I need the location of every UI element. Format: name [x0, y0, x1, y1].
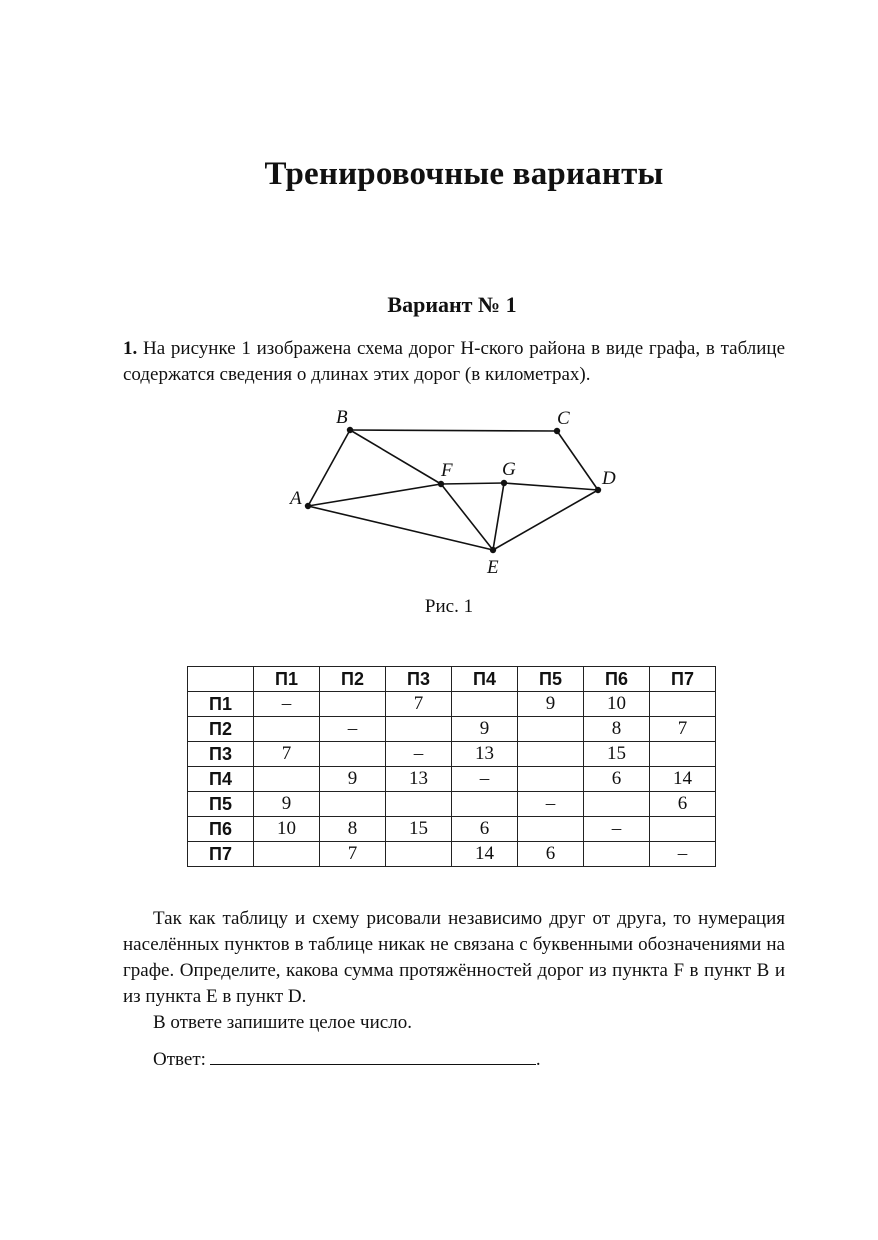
table-cell: – — [320, 717, 386, 742]
table-row — [188, 842, 716, 867]
graph-edge-GD — [504, 483, 598, 490]
table-cell: 6 — [452, 817, 518, 842]
table-cell: 14 — [650, 767, 716, 792]
table-row — [188, 767, 716, 792]
graph-edge-FG — [441, 483, 504, 484]
table-cell — [584, 842, 650, 867]
task-number: 1. — [123, 338, 138, 359]
table-cell: 7 — [254, 742, 320, 767]
table-cell: 6 — [584, 767, 650, 792]
table-cell — [650, 742, 716, 767]
table-cell: 9 — [320, 767, 386, 792]
table-cell: 6 — [518, 842, 584, 867]
table-cell: – — [650, 842, 716, 867]
row-header: П6 — [188, 817, 254, 842]
table-cell: 15 — [584, 742, 650, 767]
graph-node-label-A: A — [290, 488, 302, 509]
table-cell: 9 — [254, 792, 320, 817]
table-row — [188, 817, 716, 842]
graph-edge-AE — [308, 506, 493, 550]
column-header: П5 — [518, 667, 584, 692]
table-cell: – — [386, 742, 452, 767]
answer-row — [153, 1046, 541, 1073]
table-cell: 9 — [518, 692, 584, 717]
table-row — [188, 717, 716, 742]
table-cell: 13 — [386, 767, 452, 792]
graph-node-label-D: D — [602, 468, 616, 489]
table-cell: 10 — [584, 692, 650, 717]
table-cell: 7 — [650, 717, 716, 742]
table-cell: 8 — [320, 817, 386, 842]
table-cell — [650, 692, 716, 717]
graph-node-label-E: E — [487, 557, 499, 578]
graph-edge-GE — [493, 483, 504, 550]
answer-label: Ответ: — [153, 1049, 206, 1070]
row-header: П4 — [188, 767, 254, 792]
task-intro: На рисунке 1 изображена схема дорог Н-ского района в виде графа, в таблице содержатся сведения о длинах этих дорог (в километрах). — [123, 338, 786, 385]
table-cell: 7 — [386, 692, 452, 717]
graph-node-B — [347, 427, 353, 433]
table-cell: 14 — [452, 842, 518, 867]
column-header: П7 — [650, 667, 716, 692]
table-body — [188, 692, 716, 867]
graph-node-label-C: C — [557, 408, 570, 429]
table-cell — [518, 767, 584, 792]
table-cell — [518, 717, 584, 742]
page-title: Тренировочные варианты — [264, 156, 664, 192]
column-header: П4 — [452, 667, 518, 692]
answer-end: . — [535, 1049, 541, 1070]
table-cell — [320, 692, 386, 717]
table-cell — [584, 792, 650, 817]
column-header: П6 — [584, 667, 650, 692]
row-header: П3 — [188, 742, 254, 767]
table-cell: 13 — [452, 742, 518, 767]
table-cell: 6 — [650, 792, 716, 817]
table-cell — [452, 792, 518, 817]
column-header: П3 — [386, 667, 452, 692]
figure-caption: Рис. 1 — [424, 596, 474, 617]
graph-node-label-G: G — [502, 459, 516, 480]
table-cell — [650, 817, 716, 842]
table-cell — [254, 842, 320, 867]
table-cell: – — [518, 792, 584, 817]
table-cell: – — [452, 767, 518, 792]
graph-edge-CD — [557, 431, 598, 490]
table-cell: – — [254, 692, 320, 717]
table-cell — [452, 692, 518, 717]
row-header: П2 — [188, 717, 254, 742]
column-header: П1 — [254, 667, 320, 692]
table-cell — [254, 767, 320, 792]
table-cell: – — [584, 817, 650, 842]
graph-node-D — [595, 487, 601, 493]
column-header: П2 — [320, 667, 386, 692]
table-row — [188, 742, 716, 767]
graph-edge-DE — [493, 490, 598, 550]
graph-edge-AB — [308, 430, 350, 506]
table-row — [188, 692, 716, 717]
table-cell: 10 — [254, 817, 320, 842]
row-header: П1 — [188, 692, 254, 717]
graph-node-E — [490, 547, 496, 553]
graph-nodes — [288, 407, 616, 578]
table-row — [188, 792, 716, 817]
row-header: П5 — [188, 792, 254, 817]
task-paragraph: Так как таблицу и схему рисовали независимо друг от друга, то нумерация населённых пунктов в таблице никак не связана с буквенными обозначениями на графе. Определите, какова сумма протяжённостей дорог из пункта F в пункт B и из пункта E в пункт D. — [123, 908, 785, 1007]
table-cell: 9 — [452, 717, 518, 742]
graph-node-G — [501, 480, 507, 486]
table-cell — [518, 817, 584, 842]
road-graph — [280, 400, 620, 590]
variant-title: Вариант № 1 — [387, 292, 517, 317]
answer-instruction: В ответе запишите целое число. — [153, 1012, 412, 1033]
answer-blank[interactable] — [210, 1046, 536, 1065]
table-cell — [320, 742, 386, 767]
table-cell: 7 — [320, 842, 386, 867]
table-cell — [320, 792, 386, 817]
table-cell: 15 — [386, 817, 452, 842]
distance-table — [187, 666, 716, 867]
graph-node-F — [438, 481, 444, 487]
table-cell — [518, 742, 584, 767]
graph-edge-BC — [350, 430, 557, 431]
table-cell — [386, 717, 452, 742]
table-cell — [254, 717, 320, 742]
task-statement — [123, 336, 785, 388]
table-corner-cell — [188, 667, 254, 692]
row-header: П7 — [188, 842, 254, 867]
graph-node-A — [305, 503, 311, 509]
graph-edges — [308, 430, 598, 550]
table-cell — [386, 792, 452, 817]
table-cell: 8 — [584, 717, 650, 742]
table-cell — [386, 842, 452, 867]
table-header-row — [188, 667, 716, 692]
graph-edge-AF — [308, 484, 441, 506]
graph-edge-BF — [350, 430, 441, 484]
graph-node-label-B: B — [336, 407, 348, 428]
graph-node-label-F: F — [441, 460, 453, 481]
